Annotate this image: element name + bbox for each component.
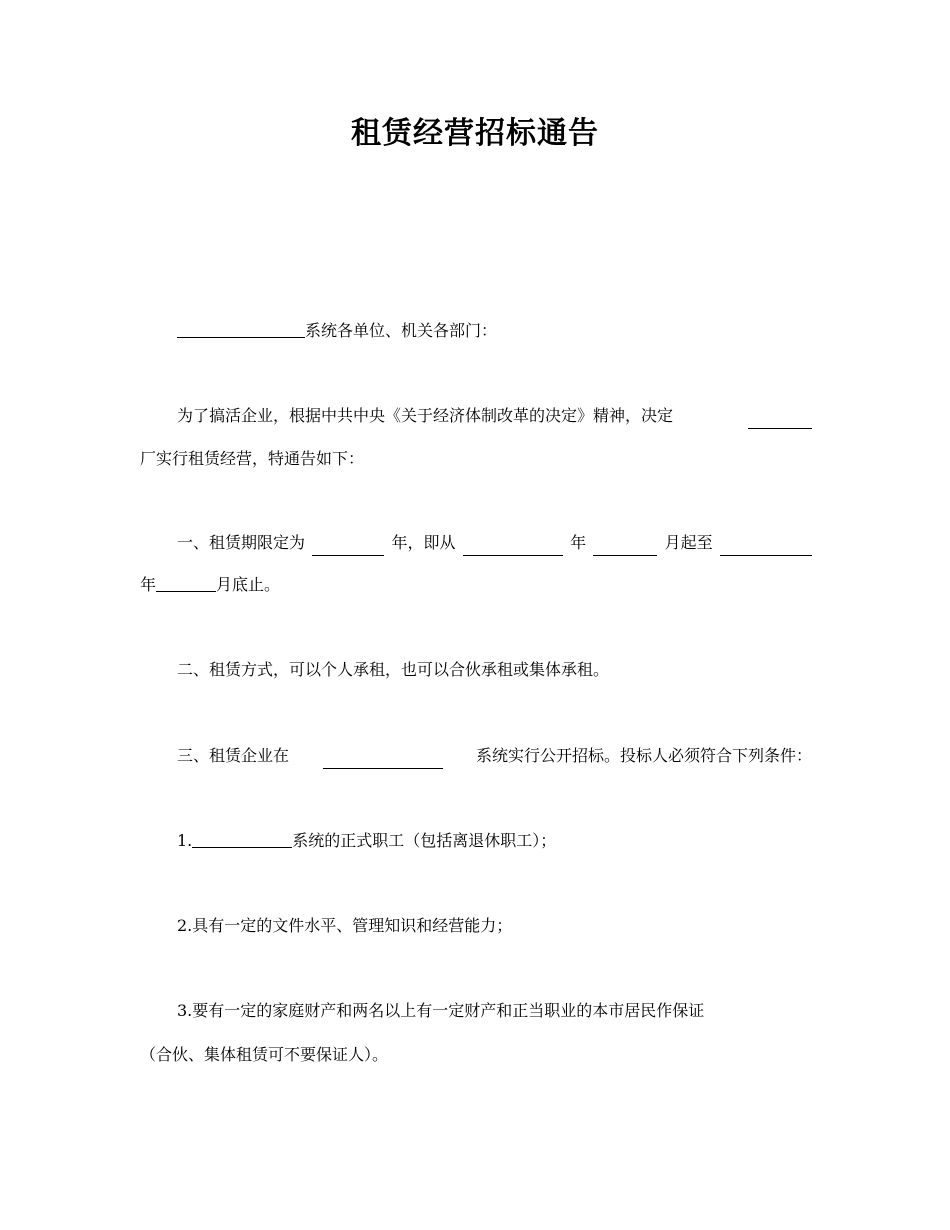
end-month-blank[interactable] — [156, 573, 216, 592]
lease-term-year: 年 — [570, 533, 587, 552]
lease-term-from: 年，即从 — [391, 533, 456, 552]
bidding-text-1: 三、租赁企业在 — [177, 746, 290, 765]
addressee-blank[interactable] — [177, 319, 305, 338]
lease-method-text: 二、租赁方式，可以个人承租，也可以合伙承租或集体承租。 — [177, 660, 610, 679]
paragraph-1-text: 为了搞活企业，根据中共中央《关于经济体制改革的决定》精神，决定 — [177, 406, 674, 425]
lease-term-end: 月底止。 — [216, 575, 281, 594]
factory-name-blank[interactable] — [748, 410, 812, 429]
condition-item-1 — [177, 828, 812, 854]
addressee-suffix: 系统各单位、机关各部门： — [305, 321, 498, 340]
end-year-blank[interactable] — [720, 537, 812, 556]
start-month-blank[interactable] — [593, 537, 657, 556]
paragraph-1-line-1 — [177, 403, 812, 429]
condition-item-3-line-2 — [140, 1042, 812, 1068]
lease-term-to: 月起至 — [664, 533, 713, 552]
item-2-text: 2.具有一定的文件水平、管理知识和经营能力； — [177, 916, 513, 935]
item-1-number: 1. — [177, 831, 193, 850]
document-title: 租赁经营招标通告 — [351, 116, 599, 151]
paragraph-1-text-cont: 厂实行租赁经营，特通告如下： — [140, 449, 365, 468]
bidding-text-2: 系统实行公开招标。投标人必须符合下列条件： — [475, 746, 812, 765]
employee-system-blank[interactable] — [192, 829, 292, 848]
start-year-blank[interactable] — [463, 537, 563, 556]
bidding-system-blank[interactable] — [323, 750, 443, 769]
paragraph-1-line-2 — [140, 446, 812, 472]
lease-term-line-1 — [177, 530, 812, 556]
condition-item-3-line-1 — [177, 998, 812, 1024]
addressee-line — [177, 318, 812, 344]
item-3-text: 3.要有一定的家庭财产和两名以上有一定财产和正当职业的本市居民作保证 — [177, 1001, 705, 1020]
item-1-text: 系统的正式职工（包括离退休职工）； — [292, 831, 557, 850]
lease-term-line-2 — [140, 572, 812, 598]
bidding-paragraph — [177, 743, 812, 769]
item-3-text-cont: （合伙、集体租赁可不要保证人）。 — [140, 1045, 389, 1064]
lease-term-end-year: 年 — [140, 575, 157, 594]
condition-item-2 — [177, 913, 812, 939]
lease-years-blank[interactable] — [312, 537, 384, 556]
lease-term-label: 一、租赁期限定为 — [177, 533, 306, 552]
lease-method-paragraph — [177, 657, 812, 683]
